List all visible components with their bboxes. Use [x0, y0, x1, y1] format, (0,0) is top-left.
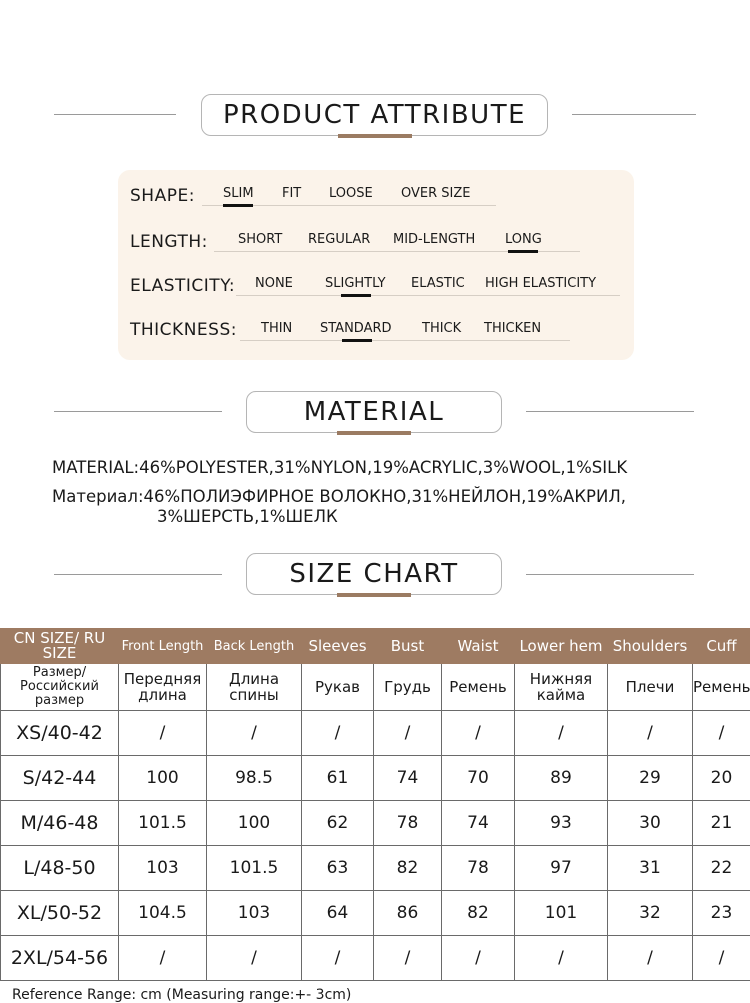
material-ru-line: [52, 487, 626, 506]
measurement-cell: 101.5: [119, 801, 207, 846]
shape-option-fit: FIT: [282, 186, 301, 201]
elasticity-option-elastic: ELASTIC: [411, 276, 465, 291]
measurement-cell: 31: [608, 846, 693, 891]
divider-left: [54, 574, 222, 575]
measurement-cell: 61: [302, 756, 374, 801]
length-option-short: SHORT: [238, 232, 282, 247]
measurement-cell: 21: [693, 801, 750, 846]
shape-option-loose: LOOSE: [329, 186, 373, 201]
footer-note: Reference Range: cm (Measuring range:+- 3cm): [12, 987, 351, 1003]
header-lower-hem: Lower hem: [515, 629, 608, 664]
thickness-option-thick: THICK: [422, 321, 461, 336]
material-en-label: MATERIAL:: [52, 458, 139, 477]
table-header-en: [1, 629, 750, 664]
measurement-cell: 29: [608, 756, 693, 801]
measurement-cell: 23: [693, 891, 750, 936]
header-ru-front-length: Передняя длина: [119, 664, 207, 711]
material-en-line: [52, 458, 627, 477]
elasticity-label: ELASTICITY:: [130, 276, 235, 296]
header-back-length: Back Length: [207, 629, 302, 664]
measurement-cell: 63: [302, 846, 374, 891]
material-section-title: [246, 391, 502, 433]
elasticity-option-slightly: SLIGHTLY: [325, 276, 386, 291]
measurement-cell: 82: [374, 846, 442, 891]
measurement-cell: /: [207, 711, 302, 756]
measurement-cell: 104.5: [119, 891, 207, 936]
thickness-option-thicken: THICKEN: [484, 321, 541, 336]
measurement-cell: /: [608, 936, 693, 981]
size-cell: XL/50-52: [1, 891, 119, 936]
measurement-cell: 103: [119, 846, 207, 891]
measurement-cell: /: [515, 936, 608, 981]
measurement-cell: /: [693, 936, 750, 981]
table-row: [1, 936, 750, 981]
header-ru-size: Размер/ Российский размер: [1, 664, 119, 711]
measurement-cell: 101: [515, 891, 608, 936]
measurement-cell: 78: [442, 846, 515, 891]
table-header-ru: [1, 664, 750, 711]
size-cell: M/46-48: [1, 801, 119, 846]
shape-option-slim: SLIM: [223, 186, 254, 201]
header-bust: Bust: [374, 629, 442, 664]
header-ru-back-length: Длина спины: [207, 664, 302, 711]
length-selected-marker: [508, 250, 538, 253]
thickness-option-standard: STANDARD: [320, 321, 392, 336]
material-en-value: 46%POLYESTER,31%NYLON,19%ACRYLIC,3%WOOL,1%SILK: [139, 458, 627, 477]
measurement-cell: 86: [374, 891, 442, 936]
measurement-cell: 100: [207, 801, 302, 846]
attribute-title-text: PRODUCT ATTRIBUTE: [223, 100, 526, 130]
measurement-cell: 22: [693, 846, 750, 891]
length-option-mid-length: MID-LENGTH: [393, 232, 475, 247]
measurement-cell: 74: [442, 801, 515, 846]
measurement-cell: 64: [302, 891, 374, 936]
header-ru-shoulders: Плечи: [608, 664, 693, 711]
measurement-cell: /: [442, 936, 515, 981]
measurement-cell: 100: [119, 756, 207, 801]
measurement-cell: 97: [515, 846, 608, 891]
measurement-cell: 89: [515, 756, 608, 801]
thickness-option-thin: THIN: [261, 321, 292, 336]
table-row: [1, 846, 750, 891]
measurement-cell: 62: [302, 801, 374, 846]
table-row: [1, 756, 750, 801]
header-front-length: Front Length: [119, 629, 207, 664]
measurement-cell: /: [207, 936, 302, 981]
elasticity-underline: [236, 295, 620, 296]
measurement-cell: 70: [442, 756, 515, 801]
thickness-label: THICKNESS:: [130, 320, 237, 340]
attribute-panel: [118, 170, 634, 360]
measurement-cell: 20: [693, 756, 750, 801]
header-ru-lower-hem: Нижняя кайма: [515, 664, 608, 711]
measurement-cell: /: [442, 711, 515, 756]
table-row: [1, 711, 750, 756]
title-accent-bar: [337, 431, 411, 435]
thickness-underline: [240, 340, 570, 341]
measurement-cell: /: [374, 936, 442, 981]
size-cell: XS/40-42: [1, 711, 119, 756]
measurement-cell: 30: [608, 801, 693, 846]
measurement-cell: 74: [374, 756, 442, 801]
material-ru-line-2: [157, 507, 338, 526]
elasticity-option-high-elasticity: HIGH ELASTICITY: [485, 276, 596, 291]
table-row: [1, 891, 750, 936]
measurement-cell: 101.5: [207, 846, 302, 891]
header-cn-ru-size: CN SIZE/ RU SIZE: [1, 629, 119, 664]
header-waist: Waist: [442, 629, 515, 664]
size-cell: S/42-44: [1, 756, 119, 801]
elasticity-option-none: NONE: [255, 276, 293, 291]
size-chart-section-title: [246, 553, 502, 595]
material-ru-value-2: 3%ШЕРСТЬ,1%ШЕЛК: [157, 507, 338, 526]
measurement-cell: 82: [442, 891, 515, 936]
material-ru-label: Материал:: [52, 487, 144, 506]
header-cuff: Cuff: [693, 629, 750, 664]
header-ru-cuff: Ремень: [693, 664, 750, 711]
length-option-regular: REGULAR: [308, 232, 370, 247]
thickness-selected-marker: [342, 339, 372, 342]
size-cell: L/48-50: [1, 846, 119, 891]
header-ru-waist: Ремень: [442, 664, 515, 711]
measurement-cell: /: [374, 711, 442, 756]
divider-right: [526, 411, 694, 412]
length-option-long: LONG: [505, 232, 542, 247]
header-shoulders: Shoulders: [608, 629, 693, 664]
shape-selected-marker: [223, 204, 253, 207]
measurement-cell: /: [119, 936, 207, 981]
header-sleeves: Sleeves: [302, 629, 374, 664]
header-ru-bust: Грудь: [374, 664, 442, 711]
measurement-cell: 78: [374, 801, 442, 846]
measurement-cell: /: [119, 711, 207, 756]
measurement-cell: /: [515, 711, 608, 756]
table-row: [1, 801, 750, 846]
shape-label: SHAPE:: [130, 186, 195, 206]
measurement-cell: /: [693, 711, 750, 756]
attribute-section-title: [201, 94, 548, 136]
size-chart-title-text: SIZE CHART: [289, 559, 458, 589]
measurement-cell: /: [608, 711, 693, 756]
elasticity-selected-marker: [341, 294, 371, 297]
measurement-cell: /: [302, 936, 374, 981]
material-title-text: MATERIAL: [304, 397, 445, 427]
title-accent-bar: [338, 134, 412, 138]
divider-right: [526, 574, 694, 575]
shape-option-oversize: OVER SIZE: [401, 186, 470, 201]
title-accent-bar: [337, 593, 411, 597]
size-chart-table: [0, 628, 750, 981]
length-label: LENGTH:: [130, 232, 208, 252]
divider-left: [54, 411, 222, 412]
measurement-cell: 103: [207, 891, 302, 936]
measurement-cell: 98.5: [207, 756, 302, 801]
divider-right: [572, 114, 696, 115]
measurement-cell: /: [302, 711, 374, 756]
measurement-cell: 32: [608, 891, 693, 936]
header-ru-sleeves: Рукав: [302, 664, 374, 711]
measurement-cell: 93: [515, 801, 608, 846]
divider-left: [54, 114, 176, 115]
size-cell: 2XL/54-56: [1, 936, 119, 981]
material-ru-value-1: 46%ПОЛИЭФИРНОЕ ВОЛОКНО,31%НЕЙЛОН,19%АКРИЛ,: [144, 487, 626, 506]
